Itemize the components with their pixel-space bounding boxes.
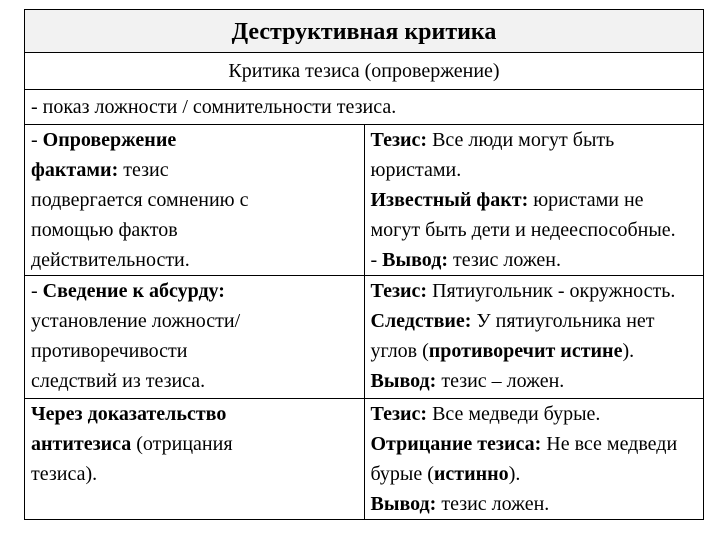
table-row bbox=[25, 125, 704, 276]
table-description: - показ ложности / сомнительности тезиса. bbox=[25, 90, 704, 125]
example-cell: Тезис: Пятиугольник - окружность. Следствие: У пятиугольника нет углов (противоречит истине). Вывод: тезис – ложен. bbox=[364, 276, 704, 399]
subtitle-row bbox=[25, 53, 704, 90]
table-row bbox=[25, 276, 704, 399]
method-cell: - Опровержение фактами: тезис подвергается сомнению с помощью фактов действительности. bbox=[25, 125, 365, 276]
example-cell: Тезис: Все медведи бурые. Отрицание тезиса: Не все медведи бурые (истинно). Вывод: тезис ложен. bbox=[364, 399, 704, 520]
description-row bbox=[25, 90, 704, 125]
table-subtitle: Критика тезиса (опровержение) bbox=[25, 53, 704, 90]
table-title: Деструктивная критика bbox=[25, 10, 704, 53]
title-row bbox=[25, 10, 704, 53]
method-cell: - Сведение к абсурду: установление ложности/ противоречивости следствий из тезиса. bbox=[25, 276, 365, 399]
critique-table bbox=[24, 9, 704, 520]
table-row bbox=[25, 399, 704, 520]
example-cell: Тезис: Все люди могут быть юристами. Известный факт: юристами не могут быть дети и недееспособные. - Вывод: тезис ложен. bbox=[364, 125, 704, 276]
method-cell: Через доказательство антитезиса (отрицания тезиса). bbox=[25, 399, 365, 520]
